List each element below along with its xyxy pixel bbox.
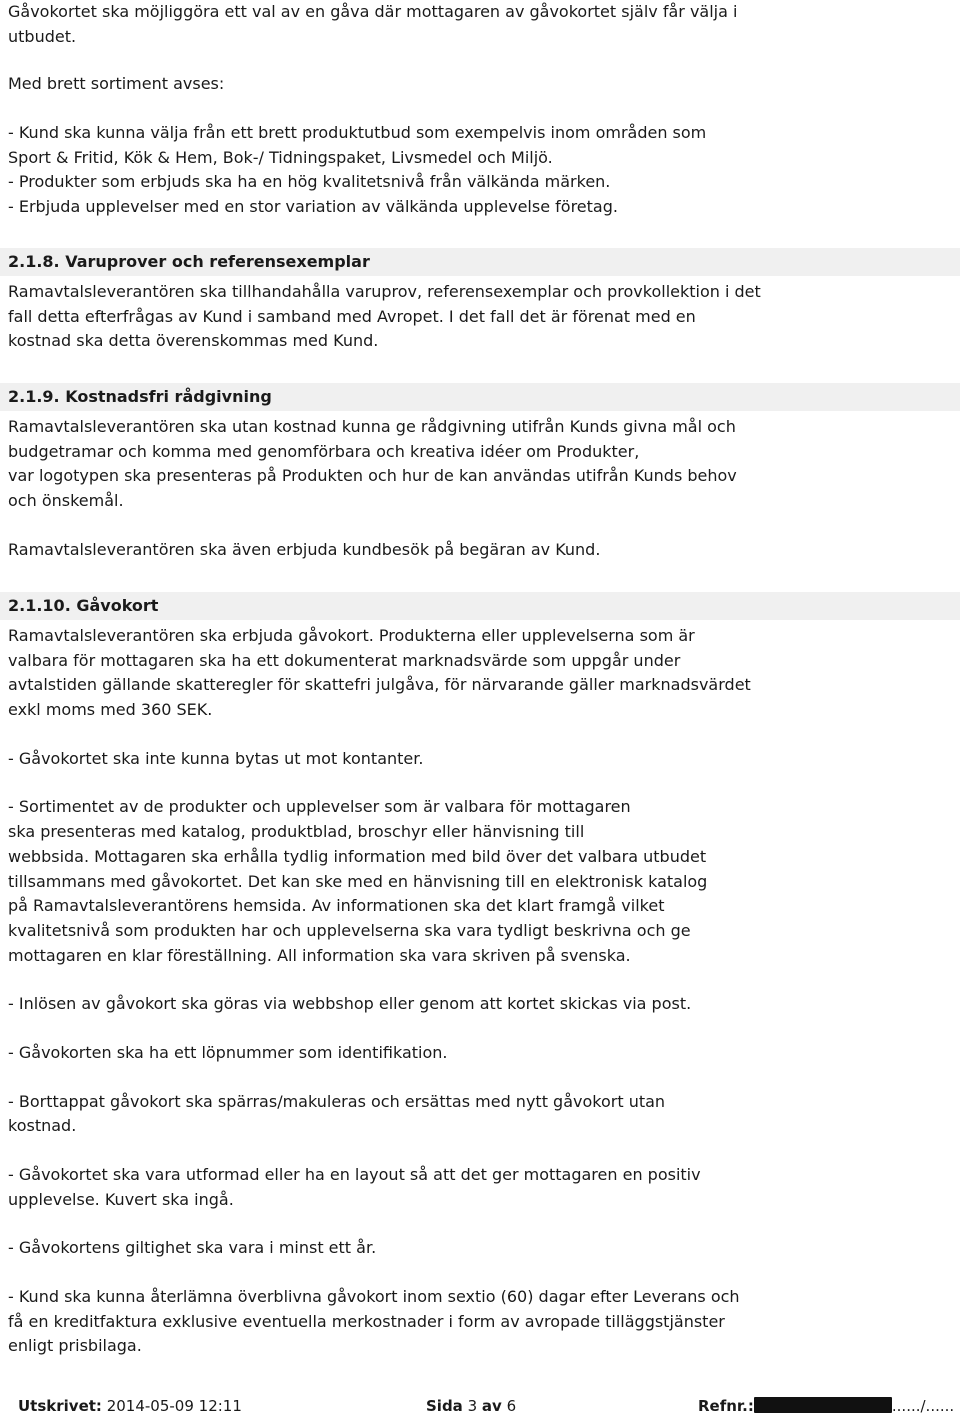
text-line: och önskemål.	[8, 491, 124, 511]
text-line: Ramavtalsleverantören ska erbjuda gåvokort. Produkterna eller upplevelserna som är	[8, 626, 695, 645]
redaction-bar	[754, 1397, 892, 1413]
text-line: var logotypen ska presenteras på Produkten och hur de kan användas utifrån Kunds behov	[8, 466, 737, 486]
text-line: kvalitetsnivå som produkten har och upplevelserna ska vara tydligt beskrivna och ge	[8, 920, 691, 940]
bullet-paragraph	[8, 1163, 960, 1212]
text-line: utbudet.	[8, 26, 77, 46]
intro-paragraph	[8, 0, 737, 49]
bullet-paragraph	[8, 1041, 960, 1066]
bullet-paragraph	[8, 1236, 960, 1261]
intro-list	[8, 121, 706, 220]
section-paragraph	[8, 624, 960, 723]
text-line: exkl moms med 360 SEK.	[8, 700, 213, 720]
page-label: Sida	[426, 1397, 463, 1415]
page-current: 3	[467, 1397, 478, 1415]
text-line: Ramavtalsleverantören ska tillhandahålla varuprov, referensexemplar och provkollektion i det	[8, 282, 761, 301]
page-total: 6	[506, 1397, 517, 1415]
reference-info	[698, 1396, 954, 1416]
printed-info	[18, 1396, 242, 1416]
text-line: upplevelse. Kuvert ska ingå.	[8, 1189, 234, 1209]
text-line: fall detta efterfrågas av Kund i samband med Avropet. I det fall det är förenat med en	[8, 306, 696, 326]
text-line: valbara för mottagaren ska ha ett dokumenterat marknadsvärde som uppgår under	[8, 650, 681, 670]
section-2-1-9	[8, 383, 960, 562]
text-line: Ramavtalsleverantören ska även erbjuda kundbesök på begäran av Kund.	[8, 539, 601, 559]
text-line: Gåvokortet ska möjliggöra ett val av en gåva där mottagaren av gåvokortet själv får välja i	[8, 2, 738, 21]
ref-suffix: ....../......	[891, 1397, 955, 1415]
section-2-1-10	[8, 592, 960, 1359]
section-paragraph	[8, 280, 960, 354]
bullet-paragraph	[8, 992, 960, 1017]
text-line: ska presenteras med katalog, produktblad, broschyr eller hänvisning till	[8, 822, 585, 842]
text-line: - Inlösen av gåvokort ska göras via webbshop eller genom att kortet skickas via post.	[8, 994, 692, 1014]
text-line: - Borttappat gåvokort ska spärras/makuleras och ersättas med nytt gåvokort utan	[8, 1091, 666, 1111]
text-line: budgetramar och komma med genomförbara och kreativa idéer om Produkter,	[8, 441, 640, 461]
section-paragraph	[8, 415, 960, 514]
section-paragraph	[8, 538, 960, 563]
text-line: - Kund ska kunna återlämna överblivna gåvokort inom sextio (60) dagar efter Leverans och	[8, 1287, 740, 1307]
text-line: mottagaren en klar föreställning. All information ska vara skriven på svenska.	[8, 945, 631, 965]
text-line: - Gåvokortet ska inte kunna bytas ut mot kontanter.	[8, 748, 424, 768]
text-line: kostnad.	[8, 1116, 77, 1136]
section-heading: 2.1.8. Varuprover och referensexemplar	[0, 248, 960, 276]
bullet-paragraph	[8, 747, 960, 772]
text-line: - Gåvokortet ska vara utformad eller ha en layout så att det ger mottagaren en positiv	[8, 1165, 701, 1184]
text-line: Ramavtalsleverantören ska utan kostnad kunna ge rådgivning utifrån Kunds givna mål och	[8, 417, 736, 436]
text-line: enligt prisbilaga.	[8, 1336, 142, 1356]
text-line: - Erbjuda upplevelser med en stor variation av välkända upplevelse företag.	[8, 197, 618, 217]
text-line: få en kreditfaktura exklusive eventuella merkostnader i form av avropade tilläggstjänster	[8, 1311, 725, 1331]
section-heading: 2.1.10. Gåvokort	[0, 592, 960, 620]
bullet-paragraph	[8, 795, 960, 968]
text-line: Sport & Fritid, Kök & Hem, Bok-/ Tidningspaket, Livsmedel och Miljö.	[8, 147, 553, 167]
text-line: kostnad ska detta överenskommas med Kund.	[8, 331, 379, 351]
text-line: webbsida. Mottagaren ska erhålla tydlig information med bild över det valbara utbudet	[8, 846, 707, 866]
ref-label: Refnr.:	[698, 1397, 754, 1415]
text-line: - Sortimentet av de produkter och upplevelser som är valbara för mottagaren	[8, 797, 631, 817]
text-line: - Gåvokorten ska ha ett löpnummer som identifikation.	[8, 1042, 448, 1062]
text-line: tillsammans med gåvokortet. Det kan ske med en hänvisning till en elektronisk katalog	[8, 871, 708, 891]
section-heading: 2.1.9. Kostnadsfri rådgivning	[0, 383, 960, 411]
section-2-1-8	[8, 248, 960, 354]
page-info	[426, 1396, 516, 1416]
text-line: - Gåvokortens giltighet ska vara i minst ett år.	[8, 1238, 377, 1258]
intro-paragraph	[8, 72, 224, 97]
text-line: på Ramavtalsleverantörens hemsida. Av informationen ska det klart framgå vilket	[8, 896, 665, 916]
printed-label: Utskrivet:	[18, 1397, 102, 1415]
bullet-paragraph	[8, 1285, 960, 1359]
page-of: av	[481, 1397, 502, 1415]
text-line: Med brett sortiment avses:	[8, 74, 225, 93]
text-line: - Produkter som erbjuds ska ha en hög kvalitetsnivå från välkända märken.	[8, 172, 611, 192]
text-line: avtalstiden gällande skatteregler för skattefri julgåva, för närvarande gäller marknadsvärdet	[8, 675, 751, 695]
printed-value: 2014-05-09 12:11	[106, 1397, 242, 1415]
bullet-paragraph	[8, 1090, 960, 1139]
text-line: - Kund ska kunna välja från ett brett produktutbud som exempelvis inom områden som	[8, 123, 707, 142]
